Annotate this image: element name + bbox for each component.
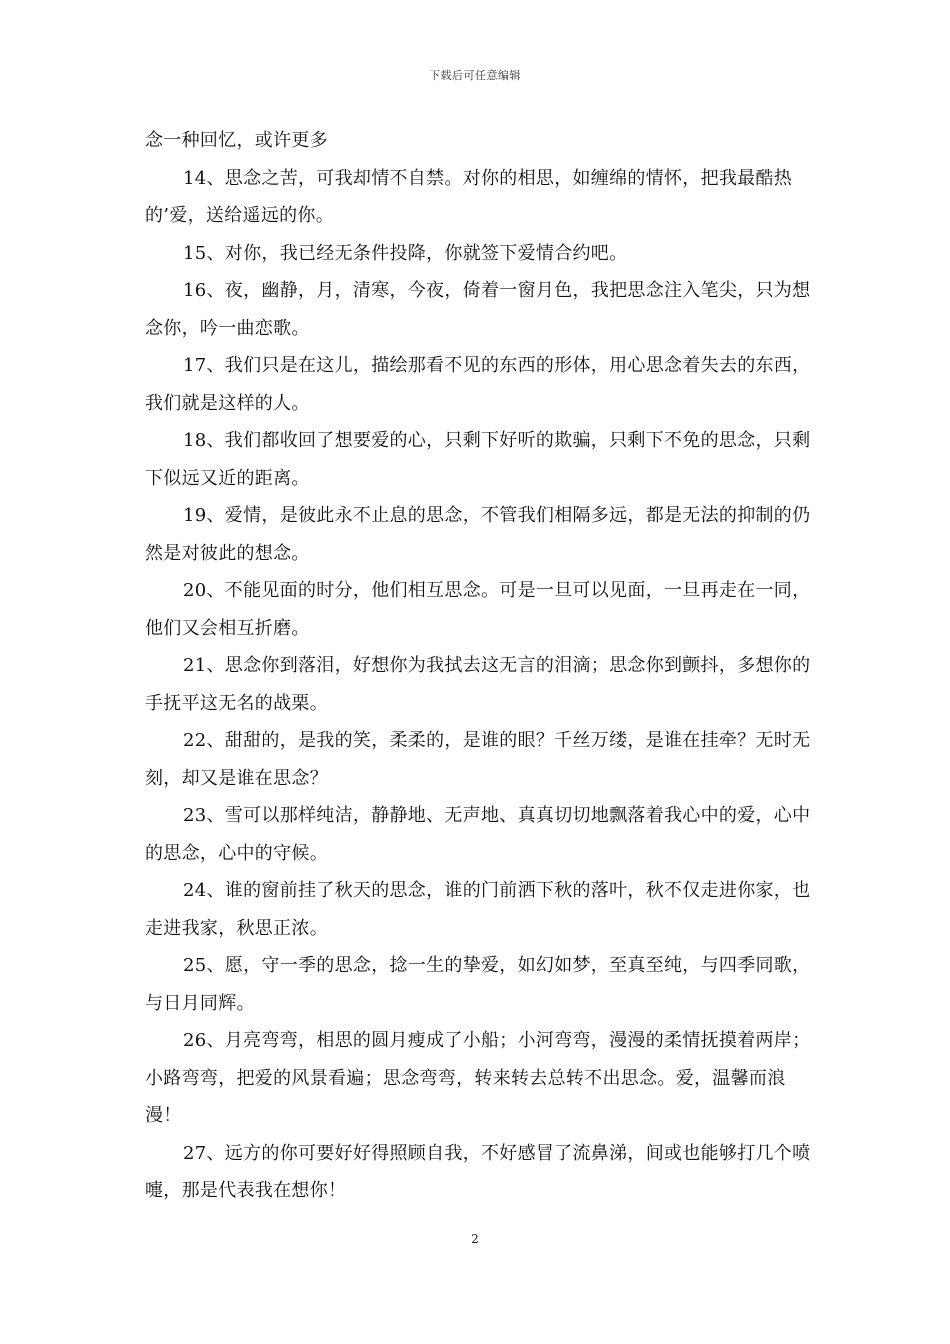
paragraph: 18、我们都收回了想要爱的心，只剩下好听的欺骗，只剩下不免的思念，只剩下似远又近的距离。 (145, 430, 811, 489)
paragraph: 21、思念你到落泪，好想你为我拭去这无言的泪滴；思念你到颤抖，多想你的手抚平这无名的战栗。 (145, 655, 811, 714)
paragraph: 27、远方的你可要好好得照顾自我，不好感冒了流鼻涕，间或也能够打几个喷嚏，那是代表我在想你！ (145, 1142, 811, 1201)
paragraph: 17、我们只是在这儿，描绘那看不见的东西的形体，用心思念着失去的东西，我们就是这样的人。 (145, 355, 811, 414)
paragraph: 14、思念之苦，可我却情不自禁。对你的相思，如缠绵的情怀，把我最酷热的’爱，送给遥远的你。 (145, 167, 793, 226)
paragraph: 16、夜，幽静，月，清寒，今夜，倚着一窗月色，我把思念注入笔尖，只为想念你，吟一曲恋歌。 (145, 280, 811, 339)
document-body (145, 122, 811, 1210)
paragraph: 20、不能见面的时分，他们相互思念。可是一旦可以见面，一旦再走在一同，他们又会相互折磨。 (145, 580, 811, 639)
paragraph: 22、甜甜的，是我的笑，柔柔的，是谁的眼？千丝万缕，是谁在挂牵？无时无刻，却又是谁在思念？ (145, 730, 811, 789)
paragraph: 23、雪可以那样纯洁，静静地、无声地、真真切切地飘落着我心中的爱，心中的思念，心中的守候。 (145, 805, 811, 864)
page-number: 2 (471, 1232, 479, 1246)
paragraph: 24、谁的窗前挂了秋天的思念，谁的门前洒下秋的落叶，秋不仅走进你家，也走进我家，秋思正浓。 (145, 880, 811, 939)
paragraph: 26、月亮弯弯，相思的圆月瘦成了小船；小河弯弯，漫漫的柔情抚摸着两岸；小路弯弯，把爱的风景看遍；思念弯弯，转来转去总转不出思念。爱，温馨而浪漫！ (145, 1030, 811, 1126)
paragraph: 15、对你，我已经无条件投降，你就签下爱情合约吧。 (183, 242, 628, 264)
page-header: 下载后可任意编辑 (429, 69, 521, 82)
paragraph: 念一种回忆，或许更多 (145, 130, 328, 151)
paragraph: 25、愿，守一季的思念，捻一生的挚爱，如幻如梦，至真至纯，与四季同歌，与日月同辉。 (145, 955, 811, 1014)
paragraph: 19、爱情，是彼此永不止息的思念，不管我们相隔多远，都是无法的抑制的仍然是对彼此的想念。 (145, 505, 811, 564)
